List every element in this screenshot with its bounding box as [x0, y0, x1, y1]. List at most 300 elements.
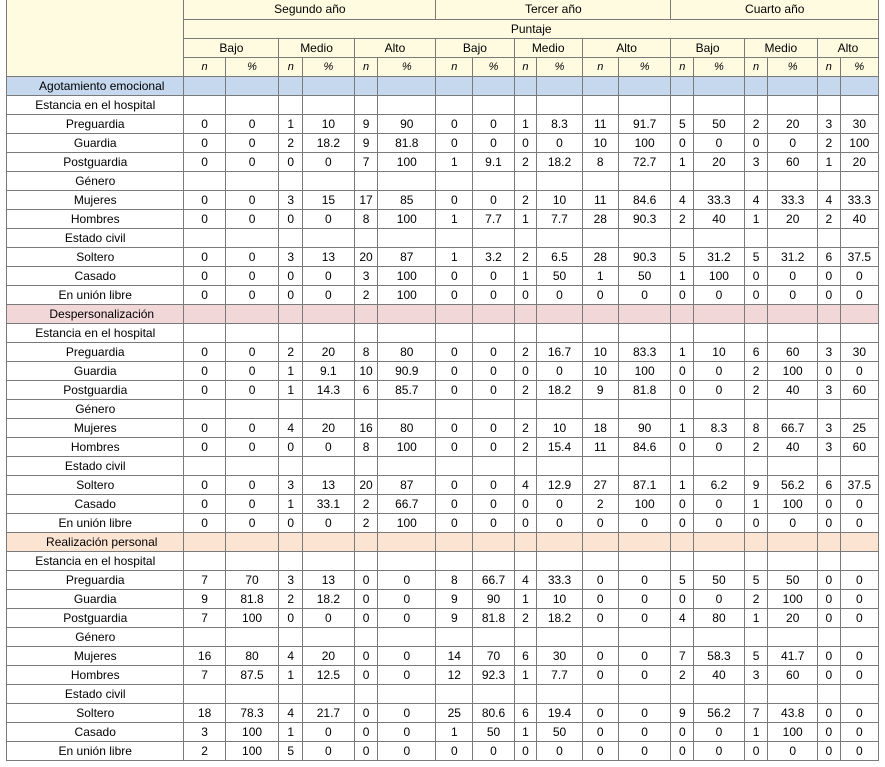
burnout-table	[6, 0, 879, 761]
empty-cell	[671, 457, 694, 476]
pct-cell: 85	[378, 191, 436, 210]
pct-cell: 80.6	[473, 704, 514, 723]
empty-cell	[817, 628, 840, 647]
n-cell: 0	[354, 704, 378, 723]
pct-cell: 100	[768, 590, 818, 609]
empty-cell	[436, 324, 473, 343]
n-cell: 0	[279, 514, 303, 533]
empty-cell	[436, 96, 473, 115]
empty-cell	[582, 685, 618, 704]
empty-cell	[279, 400, 303, 419]
n-cell: 0	[184, 419, 225, 438]
pct-cell: 0	[225, 381, 279, 400]
pct-cell: 6.2	[694, 476, 745, 495]
table-row	[7, 723, 879, 742]
pct-cell: 0	[303, 723, 355, 742]
n-cell: 5	[744, 248, 768, 267]
n-cell: 2	[279, 134, 303, 153]
empty-cell	[618, 628, 671, 647]
group-row	[7, 552, 879, 571]
n-cell: 27	[582, 476, 618, 495]
group-title: Género	[7, 172, 184, 191]
pct-cell: 0	[225, 438, 279, 457]
n-cell: 0	[279, 267, 303, 286]
pct-cell: 91.7	[618, 115, 671, 134]
empty-cell	[582, 77, 618, 96]
empty-cell	[694, 172, 745, 191]
empty-cell	[840, 533, 878, 552]
empty-cell	[303, 685, 355, 704]
pct-cell: 100	[378, 438, 436, 457]
empty-cell	[537, 552, 582, 571]
n-cell: 2	[671, 666, 694, 685]
empty-cell	[279, 324, 303, 343]
pct-cell: 87.1	[618, 476, 671, 495]
empty-cell	[354, 172, 378, 191]
section-title: Agotamiento emocional	[7, 77, 184, 96]
empty-cell	[768, 77, 818, 96]
pct-cell: 0	[473, 191, 514, 210]
n-cell: 0	[514, 134, 537, 153]
n-cell: 6	[354, 381, 378, 400]
empty-cell	[436, 685, 473, 704]
n-cell: 1	[436, 723, 473, 742]
pct-cell: 33.3	[840, 191, 878, 210]
pct-cell: 90.3	[618, 248, 671, 267]
pct-cell: 0	[303, 514, 355, 533]
pct-cell: 31.2	[694, 248, 745, 267]
empty-cell	[744, 533, 768, 552]
empty-cell	[618, 457, 671, 476]
empty-cell	[768, 96, 818, 115]
pct-cell: 0	[303, 609, 355, 628]
n-cell: 0	[582, 666, 618, 685]
pct-cell: 0	[618, 590, 671, 609]
n-cell: 0	[436, 267, 473, 286]
pct-cell: 7.7	[537, 666, 582, 685]
pct-cell: 10	[537, 191, 582, 210]
n-cell: 0	[184, 210, 225, 229]
n-header: n	[354, 58, 378, 77]
pct-cell: 0	[473, 476, 514, 495]
pct-cell: 100	[225, 609, 279, 628]
pct-cell: 43.8	[768, 704, 818, 723]
n-cell: 6	[514, 704, 537, 723]
empty-cell	[225, 77, 279, 96]
n-cell: 18	[184, 704, 225, 723]
empty-cell	[225, 552, 279, 571]
empty-cell	[817, 305, 840, 324]
n-cell: 4	[817, 191, 840, 210]
empty-cell	[671, 305, 694, 324]
empty-cell	[354, 400, 378, 419]
row-label: Soltero	[7, 248, 184, 267]
empty-cell	[473, 77, 514, 96]
pct-cell: 100	[840, 134, 878, 153]
empty-cell	[817, 552, 840, 571]
row-label: Casado	[7, 495, 184, 514]
pct-cell: 18.2	[303, 134, 355, 153]
section-title: Realización personal	[7, 533, 184, 552]
n-cell: 0	[436, 419, 473, 438]
empty-cell	[225, 172, 279, 191]
empty-cell	[184, 685, 225, 704]
pct-cell: 9.1	[303, 362, 355, 381]
pct-cell: 3.2	[473, 248, 514, 267]
empty-cell	[671, 324, 694, 343]
empty-cell	[436, 628, 473, 647]
pct-cell: 0	[618, 571, 671, 590]
empty-cell	[744, 685, 768, 704]
pct-cell: 0	[840, 590, 878, 609]
n-cell: 8	[436, 571, 473, 590]
empty-cell	[514, 552, 537, 571]
pct-cell: 66.7	[768, 419, 818, 438]
n-cell: 4	[279, 704, 303, 723]
empty-cell	[537, 324, 582, 343]
n-cell: 3	[817, 115, 840, 134]
n-cell: 0	[744, 267, 768, 286]
n-cell: 8	[354, 438, 378, 457]
table-row	[7, 115, 879, 134]
table-body	[7, 77, 879, 761]
table-row	[7, 438, 879, 457]
pct-cell: 0	[840, 286, 878, 305]
pct-cell: 0	[225, 286, 279, 305]
n-cell: 0	[817, 647, 840, 666]
n-cell: 1	[744, 609, 768, 628]
empty-cell	[184, 96, 225, 115]
n-cell: 1	[279, 362, 303, 381]
pct-cell: 60	[768, 666, 818, 685]
empty-cell	[378, 400, 436, 419]
empty-cell	[378, 305, 436, 324]
pct-cell: 14.3	[303, 381, 355, 400]
pct-cell: 0	[378, 666, 436, 685]
pct-cell: 0	[303, 210, 355, 229]
empty-cell	[840, 172, 878, 191]
empty-cell	[303, 172, 355, 191]
pct-header: %	[694, 58, 745, 77]
n-cell: 0	[184, 362, 225, 381]
empty-cell	[840, 324, 878, 343]
pct-cell: 20	[303, 419, 355, 438]
empty-cell	[279, 533, 303, 552]
n-cell: 6	[817, 476, 840, 495]
pct-cell: 10	[537, 419, 582, 438]
pct-cell: 70	[225, 571, 279, 590]
n-cell: 0	[582, 704, 618, 723]
pct-cell: 0	[225, 248, 279, 267]
n-cell: 1	[744, 210, 768, 229]
row-label: Hombres	[7, 210, 184, 229]
empty-cell	[817, 685, 840, 704]
empty-cell	[582, 229, 618, 248]
n-cell: 6	[817, 248, 840, 267]
table-row	[7, 267, 879, 286]
empty-cell	[582, 400, 618, 419]
n-cell: 0	[817, 514, 840, 533]
n-cell: 5	[671, 248, 694, 267]
empty-cell	[184, 77, 225, 96]
n-cell: 0	[436, 286, 473, 305]
n-cell: 0	[671, 362, 694, 381]
n-cell: 0	[744, 286, 768, 305]
table-row	[7, 476, 879, 495]
pct-cell: 50	[768, 571, 818, 590]
level-header: Medio	[279, 39, 354, 58]
table-row	[7, 286, 879, 305]
pct-cell: 10	[303, 115, 355, 134]
empty-cell	[768, 324, 818, 343]
empty-cell	[537, 685, 582, 704]
n-cell: 0	[744, 134, 768, 153]
row-label: Preguardia	[7, 115, 184, 134]
table-row	[7, 248, 879, 267]
pct-cell: 81.8	[378, 134, 436, 153]
n-cell: 2	[514, 153, 537, 172]
empty-cell	[184, 172, 225, 191]
n-cell: 25	[436, 704, 473, 723]
pct-cell: 78.3	[225, 704, 279, 723]
empty-cell	[225, 457, 279, 476]
n-cell: 3	[279, 571, 303, 590]
pct-cell: 19.4	[537, 704, 582, 723]
empty-cell	[768, 305, 818, 324]
level-header: Alto	[354, 39, 436, 58]
empty-cell	[618, 96, 671, 115]
row-label: Hombres	[7, 438, 184, 457]
pct-cell: 0	[473, 343, 514, 362]
table-row	[7, 495, 879, 514]
n-cell: 2	[514, 343, 537, 362]
pct-cell: 0	[378, 571, 436, 590]
pct-cell: 0	[378, 723, 436, 742]
n-cell: 2	[514, 609, 537, 628]
n-cell: 0	[514, 362, 537, 381]
pct-cell: 0	[303, 286, 355, 305]
pct-cell: 100	[694, 267, 745, 286]
empty-cell	[279, 552, 303, 571]
n-header: n	[436, 58, 473, 77]
pct-cell: 66.7	[378, 495, 436, 514]
pct-cell: 12.9	[537, 476, 582, 495]
corner-cell	[7, 0, 184, 77]
empty-cell	[225, 628, 279, 647]
table-row	[7, 742, 879, 761]
level-header: Bajo	[671, 39, 744, 58]
empty-cell	[582, 533, 618, 552]
n-cell: 0	[582, 647, 618, 666]
empty-cell	[768, 533, 818, 552]
n-cell: 11	[582, 115, 618, 134]
pct-cell: 87.5	[225, 666, 279, 685]
n-cell: 0	[671, 590, 694, 609]
empty-cell	[744, 77, 768, 96]
empty-cell	[618, 229, 671, 248]
n-cell: 0	[436, 476, 473, 495]
n-header: n	[744, 58, 768, 77]
n-cell: 6	[514, 647, 537, 666]
n-cell: 1	[671, 153, 694, 172]
pct-cell: 0	[225, 343, 279, 362]
n-cell: 12	[436, 666, 473, 685]
group-row	[7, 628, 879, 647]
n-cell: 0	[184, 381, 225, 400]
pct-cell: 100	[378, 514, 436, 533]
empty-cell	[618, 685, 671, 704]
group-row	[7, 400, 879, 419]
n-cell: 0	[436, 495, 473, 514]
empty-cell	[694, 457, 745, 476]
n-cell: 4	[279, 419, 303, 438]
n-cell: 1	[436, 248, 473, 267]
n-cell: 3	[817, 438, 840, 457]
empty-cell	[694, 324, 745, 343]
section-row	[7, 77, 879, 96]
empty-cell	[537, 305, 582, 324]
n-cell: 0	[184, 495, 225, 514]
n-cell: 0	[184, 115, 225, 134]
empty-cell	[436, 533, 473, 552]
group-row	[7, 96, 879, 115]
empty-cell	[671, 96, 694, 115]
row-label: Casado	[7, 267, 184, 286]
n-cell: 1	[744, 723, 768, 742]
empty-cell	[378, 96, 436, 115]
pct-cell: 100	[618, 362, 671, 381]
pct-cell: 0	[225, 419, 279, 438]
empty-cell	[184, 552, 225, 571]
n-cell: 9	[436, 590, 473, 609]
pct-header: %	[618, 58, 671, 77]
row-label: Guardia	[7, 134, 184, 153]
n-cell: 0	[817, 590, 840, 609]
pct-cell: 87	[378, 248, 436, 267]
pct-cell: 40	[694, 210, 745, 229]
n-header: n	[279, 58, 303, 77]
n-cell: 0	[671, 134, 694, 153]
group-row	[7, 457, 879, 476]
empty-cell	[354, 533, 378, 552]
n-cell: 2	[744, 590, 768, 609]
pct-cell: 0	[537, 514, 582, 533]
group-title: Estancia en el hospital	[7, 96, 184, 115]
n-cell: 0	[817, 571, 840, 590]
empty-cell	[840, 229, 878, 248]
pct-cell: 0	[378, 590, 436, 609]
pct-cell: 0	[618, 647, 671, 666]
pct-cell: 0	[378, 647, 436, 666]
pct-cell: 40	[694, 666, 745, 685]
empty-cell	[473, 533, 514, 552]
row-label: Soltero	[7, 704, 184, 723]
n-cell: 4	[514, 476, 537, 495]
n-cell: 4	[279, 647, 303, 666]
pct-cell: 30	[840, 343, 878, 362]
empty-cell	[694, 77, 745, 96]
pct-cell: 92.3	[473, 666, 514, 685]
n-cell: 1	[436, 153, 473, 172]
empty-cell	[225, 229, 279, 248]
empty-cell	[184, 305, 225, 324]
empty-cell	[618, 400, 671, 419]
empty-cell	[354, 457, 378, 476]
n-header: n	[671, 58, 694, 77]
n-cell: 0	[436, 381, 473, 400]
pct-cell: 50	[473, 723, 514, 742]
n-cell: 0	[436, 343, 473, 362]
pct-cell: 20	[303, 343, 355, 362]
pct-cell: 0	[694, 495, 745, 514]
empty-cell	[582, 457, 618, 476]
pct-cell: 0	[768, 742, 818, 761]
row-label: En unión libre	[7, 742, 184, 761]
n-cell: 0	[354, 647, 378, 666]
empty-cell	[840, 628, 878, 647]
group-title: Estado civil	[7, 229, 184, 248]
n-cell: 0	[184, 191, 225, 210]
n-cell: 1	[582, 267, 618, 286]
group-title: Estancia en el hospital	[7, 324, 184, 343]
group-row	[7, 685, 879, 704]
pct-cell: 0	[225, 191, 279, 210]
pct-cell: 37.5	[840, 248, 878, 267]
n-cell: 3	[817, 381, 840, 400]
n-cell: 0	[582, 571, 618, 590]
n-cell: 1	[279, 723, 303, 742]
pct-cell: 40	[768, 438, 818, 457]
n-cell: 0	[436, 115, 473, 134]
n-cell: 0	[514, 495, 537, 514]
table-row	[7, 514, 879, 533]
empty-cell	[618, 533, 671, 552]
pct-cell: 20	[768, 115, 818, 134]
n-cell: 10	[582, 134, 618, 153]
empty-cell	[582, 324, 618, 343]
n-cell: 0	[582, 590, 618, 609]
empty-cell	[378, 324, 436, 343]
empty-cell	[354, 96, 378, 115]
empty-cell	[744, 96, 768, 115]
table-row	[7, 571, 879, 590]
empty-cell	[303, 457, 355, 476]
empty-cell	[514, 457, 537, 476]
n-cell: 5	[744, 571, 768, 590]
empty-cell	[537, 457, 582, 476]
n-cell: 0	[817, 362, 840, 381]
pct-cell: 100	[378, 286, 436, 305]
empty-cell	[840, 457, 878, 476]
pct-cell: 100	[618, 495, 671, 514]
pct-cell: 0	[473, 419, 514, 438]
n-cell: 10	[354, 362, 378, 381]
empty-cell	[840, 96, 878, 115]
pct-cell: 40	[840, 210, 878, 229]
n-cell: 8	[354, 343, 378, 362]
level-header: Alto	[817, 39, 878, 58]
empty-cell	[671, 533, 694, 552]
pct-cell: 0	[694, 438, 745, 457]
n-cell: 0	[279, 438, 303, 457]
group-title: Género	[7, 628, 184, 647]
level-header: Medio	[514, 39, 582, 58]
n-cell: 7	[354, 153, 378, 172]
table-row	[7, 134, 879, 153]
empty-cell	[537, 96, 582, 115]
pct-cell: 0	[768, 514, 818, 533]
pct-cell: 60	[840, 438, 878, 457]
